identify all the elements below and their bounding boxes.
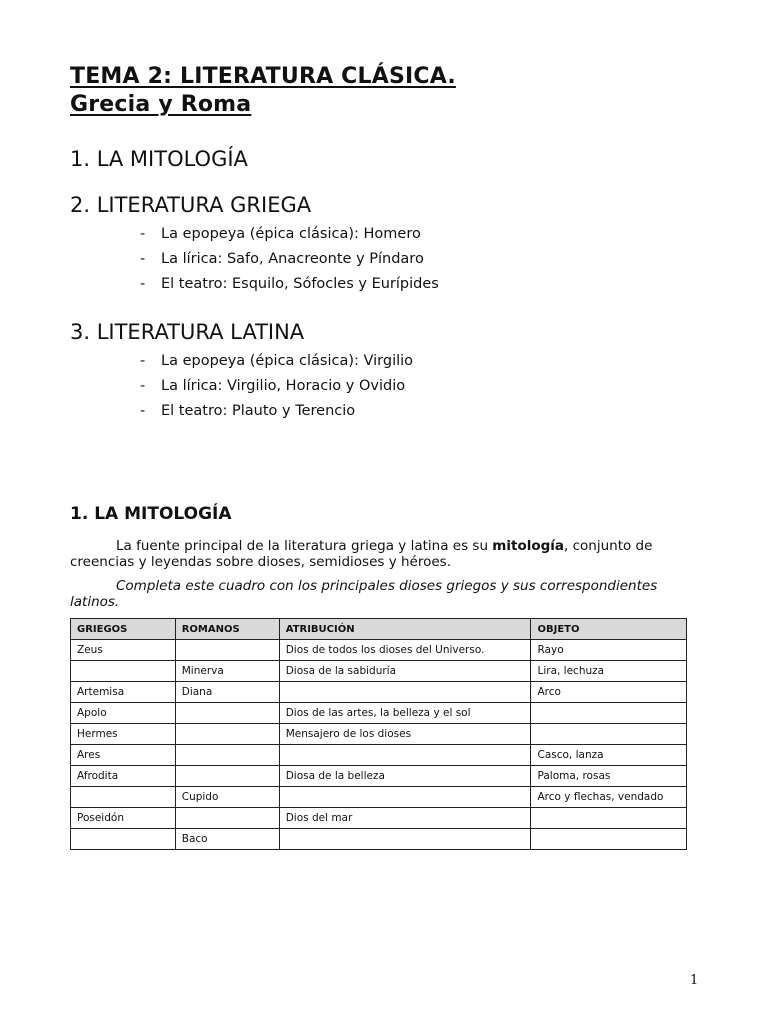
list-item: - La lírica: Virgilio, Horacio y Ovidio (140, 378, 406, 394)
table-cell-romanos (175, 724, 279, 745)
table-cell-atribucion: Diosa de la belleza (279, 766, 531, 787)
table-cell-atribucion (279, 829, 531, 850)
table-cell-atribucion: Dios de todos los dioses del Universo. (279, 640, 531, 661)
table-cell-romanos (175, 703, 279, 724)
section-heading-literatura-griega: 2. LITERATURA GRIEGA (70, 193, 312, 217)
table-cell-romanos: Baco (175, 829, 279, 850)
table-row (71, 724, 687, 745)
gods-table (70, 618, 687, 850)
table-header-row (71, 619, 687, 640)
table-cell-objeto (531, 808, 687, 829)
table-cell-objeto (531, 829, 687, 850)
column-header-objeto: OBJETO (531, 619, 687, 640)
table-row (71, 703, 687, 724)
page-number: 1 (690, 973, 699, 988)
table-cell-griegos (71, 787, 176, 808)
document-subtitle: Grecia y Roma (70, 92, 252, 117)
table-cell-griegos (71, 829, 176, 850)
list-item: - El teatro: Esquilo, Sófocles y Eurípides (140, 276, 439, 292)
table-row (71, 682, 687, 703)
table-row (71, 766, 687, 787)
table-row (71, 745, 687, 766)
table-cell-objeto (531, 703, 687, 724)
table-cell-romanos (175, 808, 279, 829)
column-header-griegos: GRIEGOS (71, 619, 176, 640)
table-cell-atribucion: Diosa de la sabiduría (279, 661, 531, 682)
table-cell-griegos (71, 661, 176, 682)
table-cell-atribucion (279, 682, 531, 703)
table-cell-objeto: Arco y flechas, vendado (531, 787, 687, 808)
table-cell-atribucion: Dios del mar (279, 808, 531, 829)
table-row (71, 829, 687, 850)
table-row (71, 640, 687, 661)
table-cell-griegos: Apolo (71, 703, 176, 724)
table-cell-griegos: Artemisa (71, 682, 176, 703)
list-item: - La lírica: Safo, Anacreonte y Píndaro (140, 251, 424, 267)
table-cell-atribucion (279, 787, 531, 808)
table-cell-griegos: Zeus (71, 640, 176, 661)
table-cell-atribucion: Dios de las artes, la belleza y el sol (279, 703, 531, 724)
table-cell-romanos: Minerva (175, 661, 279, 682)
table-cell-objeto: Rayo (531, 640, 687, 661)
table-cell-griegos: Ares (71, 745, 176, 766)
literatura-latina-list (140, 349, 413, 424)
table-row (71, 808, 687, 829)
table-cell-atribucion (279, 745, 531, 766)
table-cell-atribucion: Mensajero de los dioses (279, 724, 531, 745)
table-cell-romanos: Diana (175, 682, 279, 703)
section-heading-mitologia: 1. LA MITOLOGÍA (70, 147, 248, 171)
document-title: TEMA 2: LITERATURA CLÁSICA. (70, 64, 456, 89)
literatura-griega-list (140, 222, 439, 297)
table-cell-griegos: Afrodita (71, 766, 176, 787)
table-cell-objeto: Paloma, rosas (531, 766, 687, 787)
table-cell-objeto: Lira, lechuza (531, 661, 687, 682)
section-heading-literatura-latina: 3. LITERATURA LATINA (70, 320, 305, 344)
gods-table-body (71, 640, 687, 850)
table-row (71, 661, 687, 682)
mitologia-paragraph: La fuente principal de la literatura griega y latina es su mitología, conjunto de creencias y leyendas sobre dioses, semidioses y héroes. (70, 538, 653, 570)
table-cell-romanos: Cupido (175, 787, 279, 808)
table-cell-griegos: Hermes (71, 724, 176, 745)
column-header-atribucion: ATRIBUCIÓN (279, 619, 531, 640)
table-cell-romanos (175, 640, 279, 661)
mitologia-keyword: mitología (492, 538, 565, 554)
list-item: - La epopeya (épica clásica): Virgilio (140, 353, 414, 369)
table-row (71, 787, 687, 808)
list-item: - El teatro: Plauto y Terencio (140, 403, 356, 419)
table-cell-objeto: Arco (531, 682, 687, 703)
instruction-paragraph: Completa este cuadro con los principales dioses griegos y sus correspondientes latinos. (70, 578, 658, 610)
table-cell-griegos: Poseidón (71, 808, 176, 829)
column-header-romanos: ROMANOS (175, 619, 279, 640)
table-cell-romanos (175, 766, 279, 787)
mitologia-heading: 1. LA MITOLOGÍA (70, 504, 232, 524)
table-cell-romanos (175, 745, 279, 766)
list-item: - La epopeya (épica clásica): Homero (140, 226, 421, 242)
table-cell-objeto (531, 724, 687, 745)
table-cell-objeto: Casco, lanza (531, 745, 687, 766)
